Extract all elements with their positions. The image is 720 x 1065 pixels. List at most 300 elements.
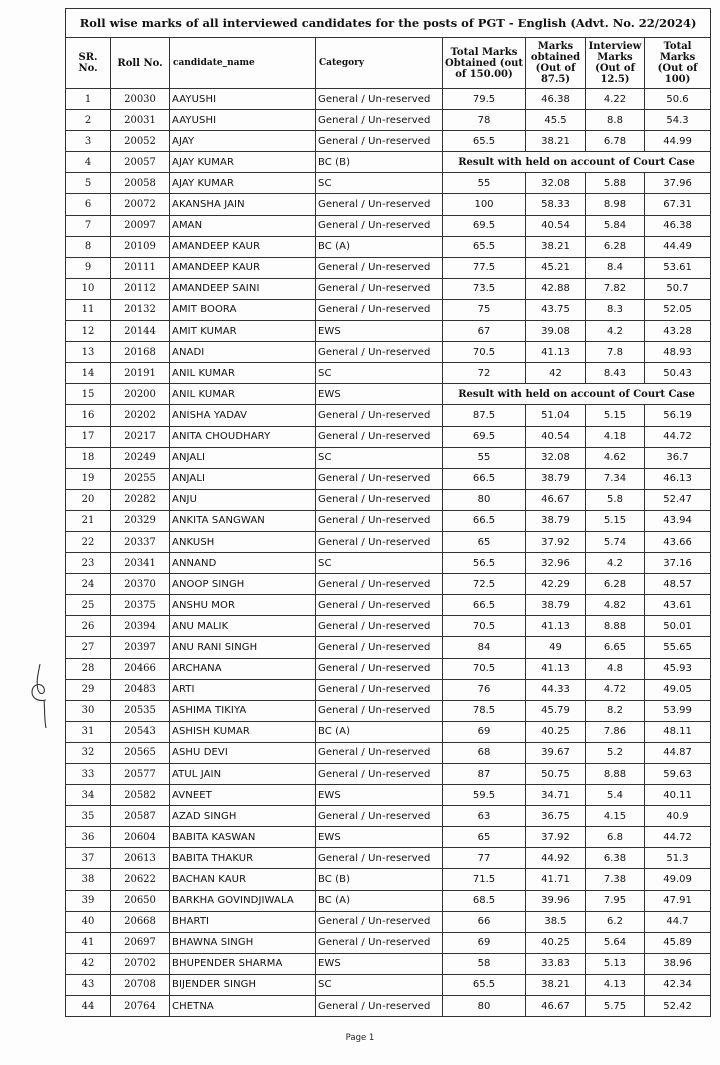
cell-sr-no: 24: [66, 574, 111, 595]
page-number: Page 1: [345, 1033, 375, 1043]
cell-marks-obtained: 42: [526, 363, 586, 384]
cell-roll-no: 20109: [111, 236, 170, 257]
cell-interview-marks: 7.38: [586, 869, 645, 890]
cell-interview-marks: 6.8: [586, 827, 645, 848]
cell-roll-no: 20394: [111, 616, 170, 637]
table-row: [66, 131, 711, 152]
cell-candidate-name: ANISHA YADAV: [170, 405, 316, 426]
cell-total-marks: 52.47: [645, 489, 711, 510]
cell-candidate-name: ASHISH KUMAR: [170, 721, 316, 742]
cell-total-marks: 53.61: [645, 257, 711, 278]
table-row: [66, 806, 711, 827]
cell-total-marks-obtained: 71.5: [443, 869, 526, 890]
cell-candidate-name: BARKHA GOVINDJIWALA: [170, 890, 316, 911]
cell-category: General / Un-reserved: [316, 405, 443, 426]
cell-roll-no: 20708: [111, 974, 170, 995]
cell-total-marks-obtained: 70.5: [443, 616, 526, 637]
cell-marks-obtained: 38.21: [526, 974, 586, 995]
cell-sr-no: 4: [66, 152, 111, 173]
cell-candidate-name: AZAD SINGH: [170, 806, 316, 827]
table-row: [66, 574, 711, 595]
cell-total-marks-obtained: 59.5: [443, 785, 526, 806]
cell-candidate-name: BHAWNA SINGH: [170, 932, 316, 953]
cell-roll-no: 20144: [111, 321, 170, 342]
cell-roll-no: 20097: [111, 215, 170, 236]
cell-marks-obtained: 42.88: [526, 278, 586, 299]
cell-category: EWS: [316, 785, 443, 806]
cell-interview-marks: 8.2: [586, 700, 645, 721]
table-row: [66, 616, 711, 637]
cell-sr-no: 35: [66, 806, 111, 827]
cell-sr-no: 17: [66, 426, 111, 447]
cell-category: General / Un-reserved: [316, 932, 443, 953]
cell-category: General / Un-reserved: [316, 342, 443, 363]
cell-total-marks-obtained: 78: [443, 110, 526, 131]
cell-candidate-name: ASHIMA TIKIYA: [170, 700, 316, 721]
cell-marks-obtained: 38.21: [526, 236, 586, 257]
cell-candidate-name: CHETNA: [170, 996, 316, 1017]
cell-roll-no: 20604: [111, 827, 170, 848]
cell-candidate-name: BABITA THAKUR: [170, 848, 316, 869]
cell-total-marks: 43.28: [645, 321, 711, 342]
cell-total-marks-obtained: 65: [443, 531, 526, 552]
cell-category: General / Un-reserved: [316, 616, 443, 637]
cell-roll-no: 20052: [111, 131, 170, 152]
cell-candidate-name: AMANDEEP KAUR: [170, 236, 316, 257]
cell-roll-no: 20337: [111, 531, 170, 552]
cell-candidate-name: BHARTI: [170, 911, 316, 932]
cell-category: SC: [316, 173, 443, 194]
cell-total-marks: 37.96: [645, 173, 711, 194]
table-row: [66, 848, 711, 869]
cell-sr-no: 11: [66, 299, 111, 320]
cell-total-marks: 50.7: [645, 278, 711, 299]
cell-marks-obtained: 50.75: [526, 764, 586, 785]
cell-interview-marks: 4.8: [586, 658, 645, 679]
cell-interview-marks: 4.82: [586, 595, 645, 616]
cell-interview-marks: 4.15: [586, 806, 645, 827]
cell-interview-marks: 5.15: [586, 405, 645, 426]
table-row: [66, 932, 711, 953]
cell-interview-marks: 7.34: [586, 468, 645, 489]
table-row: [66, 321, 711, 342]
cell-total-marks: 50.43: [645, 363, 711, 384]
table-row: [66, 384, 711, 405]
cell-marks-obtained: 36.75: [526, 806, 586, 827]
cell-roll-no: 20466: [111, 658, 170, 679]
cell-sr-no: 32: [66, 742, 111, 763]
cell-total-marks-obtained: 87.5: [443, 405, 526, 426]
cell-total-marks-obtained: 77.5: [443, 257, 526, 278]
header-row: [66, 38, 711, 89]
cell-sr-no: 18: [66, 447, 111, 468]
cell-candidate-name: AJAY KUMAR: [170, 152, 316, 173]
table-row: [66, 405, 711, 426]
cell-category: General / Un-reserved: [316, 679, 443, 700]
cell-sr-no: 40: [66, 911, 111, 932]
cell-interview-marks: 6.78: [586, 131, 645, 152]
cell-total-marks-obtained: 67: [443, 321, 526, 342]
cell-candidate-name: ANOOP SINGH: [170, 574, 316, 595]
cell-category: SC: [316, 447, 443, 468]
cell-total-marks-obtained: 65.5: [443, 974, 526, 995]
cell-marks-obtained: 39.67: [526, 742, 586, 763]
cell-total-marks-obtained: 55: [443, 447, 526, 468]
cell-marks-obtained: 39.96: [526, 890, 586, 911]
cell-sr-no: 22: [66, 531, 111, 552]
cell-category: General / Un-reserved: [316, 110, 443, 131]
cell-category: General / Un-reserved: [316, 278, 443, 299]
cell-total-marks: 37.16: [645, 553, 711, 574]
cell-sr-no: 39: [66, 890, 111, 911]
cell-total-marks-obtained: 72.5: [443, 574, 526, 595]
cell-candidate-name: AKANSHA JAIN: [170, 194, 316, 215]
table-row: [66, 468, 711, 489]
cell-sr-no: 38: [66, 869, 111, 890]
cell-marks-obtained: 32.96: [526, 553, 586, 574]
cell-roll-no: 20058: [111, 173, 170, 194]
cell-interview-marks: 4.2: [586, 553, 645, 574]
cell-sr-no: 10: [66, 278, 111, 299]
cell-total-marks: 43.61: [645, 595, 711, 616]
cell-candidate-name: ANADI: [170, 342, 316, 363]
table-row: [66, 869, 711, 890]
cell-marks-obtained: 43.75: [526, 299, 586, 320]
cell-category: EWS: [316, 384, 443, 405]
cell-interview-marks: 5.64: [586, 932, 645, 953]
cell-candidate-name: ANKUSH: [170, 531, 316, 552]
cell-sr-no: 28: [66, 658, 111, 679]
cell-candidate-name: AJAY: [170, 131, 316, 152]
header-total-marks: Total Marks (Out of 100): [645, 38, 711, 89]
cell-category: General / Un-reserved: [316, 489, 443, 510]
cell-marks-obtained: 38.21: [526, 131, 586, 152]
table-row: [66, 700, 711, 721]
cell-total-marks: 54.3: [645, 110, 711, 131]
cell-roll-no: 20582: [111, 785, 170, 806]
cell-total-marks-obtained: 66.5: [443, 510, 526, 531]
cell-marks-obtained: 40.54: [526, 426, 586, 447]
cell-roll-no: 20132: [111, 299, 170, 320]
cell-result-withheld: Result with held on account of Court Case: [443, 152, 711, 173]
cell-interview-marks: 8.8: [586, 110, 645, 131]
table-row: [66, 110, 711, 131]
cell-interview-marks: 8.3: [586, 299, 645, 320]
cell-sr-no: 5: [66, 173, 111, 194]
cell-roll-no: 20565: [111, 742, 170, 763]
cell-candidate-name: ANU MALIK: [170, 616, 316, 637]
table-row: [66, 342, 711, 363]
table-row: [66, 785, 711, 806]
cell-category: General / Un-reserved: [316, 426, 443, 447]
table-row: [66, 299, 711, 320]
cell-marks-obtained: 33.83: [526, 953, 586, 974]
header-marks-obtained: Marks obtained (Out of 87.5): [526, 38, 586, 89]
table-row: [66, 721, 711, 742]
cell-roll-no: 20397: [111, 637, 170, 658]
cell-interview-marks: 8.98: [586, 194, 645, 215]
cell-roll-no: 20702: [111, 953, 170, 974]
cell-candidate-name: ANJALI: [170, 468, 316, 489]
cell-total-marks: 48.93: [645, 342, 711, 363]
cell-interview-marks: 5.88: [586, 173, 645, 194]
cell-roll-no: 20483: [111, 679, 170, 700]
cell-marks-obtained: 49: [526, 637, 586, 658]
cell-category: General / Un-reserved: [316, 468, 443, 489]
cell-total-marks: 38.96: [645, 953, 711, 974]
cell-roll-no: 20057: [111, 152, 170, 173]
cell-total-marks: 53.99: [645, 700, 711, 721]
cell-roll-no: 20282: [111, 489, 170, 510]
cell-roll-no: 20249: [111, 447, 170, 468]
cell-roll-no: 20577: [111, 764, 170, 785]
cell-marks-obtained: 42.29: [526, 574, 586, 595]
cell-roll-no: 20031: [111, 110, 170, 131]
cell-candidate-name: ANU RANI SINGH: [170, 637, 316, 658]
header-interview-marks: Interview Marks (Out of 12.5): [586, 38, 645, 89]
cell-marks-obtained: 45.5: [526, 110, 586, 131]
cell-total-marks-obtained: 65.5: [443, 236, 526, 257]
cell-total-marks-obtained: 58: [443, 953, 526, 974]
cell-candidate-name: ANIL KUMAR: [170, 363, 316, 384]
header-roll-no: Roll No.: [111, 38, 170, 89]
cell-interview-marks: 6.28: [586, 236, 645, 257]
cell-sr-no: 43: [66, 974, 111, 995]
cell-total-marks-obtained: 77: [443, 848, 526, 869]
cell-category: General / Un-reserved: [316, 637, 443, 658]
cell-marks-obtained: 37.92: [526, 827, 586, 848]
cell-interview-marks: 4.62: [586, 447, 645, 468]
table-row: [66, 447, 711, 468]
cell-category: BC (A): [316, 236, 443, 257]
cell-roll-no: 20613: [111, 848, 170, 869]
cell-category: General / Un-reserved: [316, 194, 443, 215]
cell-interview-marks: 7.82: [586, 278, 645, 299]
cell-category: General / Un-reserved: [316, 131, 443, 152]
cell-interview-marks: 6.38: [586, 848, 645, 869]
table-row: [66, 194, 711, 215]
cell-total-marks: 44.99: [645, 131, 711, 152]
cell-category: General / Un-reserved: [316, 764, 443, 785]
cell-candidate-name: ARCHANA: [170, 658, 316, 679]
cell-total-marks: 44.72: [645, 827, 711, 848]
cell-roll-no: 20668: [111, 911, 170, 932]
cell-roll-no: 20375: [111, 595, 170, 616]
cell-sr-no: 33: [66, 764, 111, 785]
cell-category: General / Un-reserved: [316, 996, 443, 1017]
table-row: [66, 236, 711, 257]
cell-category: General / Un-reserved: [316, 848, 443, 869]
table-row: [66, 827, 711, 848]
cell-category: General / Un-reserved: [316, 700, 443, 721]
cell-total-marks: 40.9: [645, 806, 711, 827]
cell-candidate-name: AMANDEEP KAUR: [170, 257, 316, 278]
cell-total-marks: 67.31: [645, 194, 711, 215]
cell-total-marks: 48.11: [645, 721, 711, 742]
cell-sr-no: 20: [66, 489, 111, 510]
header-total-marks-obtained: Total Marks Obtained (out of 150.00): [443, 38, 526, 89]
cell-total-marks-obtained: 66.5: [443, 468, 526, 489]
cell-roll-no: 20341: [111, 553, 170, 574]
table-row: [66, 278, 711, 299]
cell-total-marks: 49.09: [645, 869, 711, 890]
cell-total-marks: 40.11: [645, 785, 711, 806]
cell-sr-no: 29: [66, 679, 111, 700]
cell-interview-marks: 6.28: [586, 574, 645, 595]
table-row: [66, 553, 711, 574]
cell-category: General / Un-reserved: [316, 595, 443, 616]
cell-total-marks-obtained: 65.5: [443, 131, 526, 152]
marks-table: [65, 8, 711, 1017]
cell-marks-obtained: 41.13: [526, 658, 586, 679]
cell-category: General / Un-reserved: [316, 89, 443, 110]
cell-interview-marks: 8.4: [586, 257, 645, 278]
cell-total-marks-obtained: 69: [443, 721, 526, 742]
cell-total-marks: 45.93: [645, 658, 711, 679]
cell-marks-obtained: 44.33: [526, 679, 586, 700]
table-row: [66, 890, 711, 911]
cell-candidate-name: AAYUSHI: [170, 89, 316, 110]
cell-sr-no: 21: [66, 510, 111, 531]
cell-candidate-name: ANNAND: [170, 553, 316, 574]
cell-total-marks: 44.7: [645, 911, 711, 932]
cell-roll-no: 20764: [111, 996, 170, 1017]
table-row: [66, 531, 711, 552]
cell-roll-no: 20112: [111, 278, 170, 299]
cell-interview-marks: 5.4: [586, 785, 645, 806]
cell-sr-no: 31: [66, 721, 111, 742]
cell-marks-obtained: 40.54: [526, 215, 586, 236]
cell-total-marks-obtained: 80: [443, 996, 526, 1017]
cell-sr-no: 7: [66, 215, 111, 236]
cell-sr-no: 41: [66, 932, 111, 953]
cell-category: EWS: [316, 827, 443, 848]
cell-candidate-name: BHUPENDER SHARMA: [170, 953, 316, 974]
cell-roll-no: 20168: [111, 342, 170, 363]
cell-category: SC: [316, 553, 443, 574]
cell-sr-no: 44: [66, 996, 111, 1017]
cell-sr-no: 8: [66, 236, 111, 257]
cell-category: General / Un-reserved: [316, 742, 443, 763]
cell-total-marks-obtained: 84: [443, 637, 526, 658]
cell-total-marks: 44.87: [645, 742, 711, 763]
cell-marks-obtained: 37.92: [526, 531, 586, 552]
table-row: [66, 215, 711, 236]
cell-candidate-name: BIJENDER SINGH: [170, 974, 316, 995]
cell-candidate-name: ARTI: [170, 679, 316, 700]
cell-total-marks: 51.3: [645, 848, 711, 869]
cell-interview-marks: 8.88: [586, 764, 645, 785]
table-row: [66, 426, 711, 447]
cell-marks-obtained: 44.92: [526, 848, 586, 869]
cell-total-marks: 52.05: [645, 299, 711, 320]
cell-candidate-name: AMIT BOORA: [170, 299, 316, 320]
cell-total-marks: 56.19: [645, 405, 711, 426]
table-row: [66, 257, 711, 278]
cell-total-marks-obtained: 72: [443, 363, 526, 384]
cell-total-marks-obtained: 68.5: [443, 890, 526, 911]
cell-category: BC (A): [316, 890, 443, 911]
cell-marks-obtained: 40.25: [526, 721, 586, 742]
cell-sr-no: 27: [66, 637, 111, 658]
table-row: [66, 489, 711, 510]
cell-total-marks: 55.65: [645, 637, 711, 658]
cell-marks-obtained: 34.71: [526, 785, 586, 806]
cell-roll-no: 20072: [111, 194, 170, 215]
cell-roll-no: 20535: [111, 700, 170, 721]
cell-category: General / Un-reserved: [316, 531, 443, 552]
cell-sr-no: 12: [66, 321, 111, 342]
cell-interview-marks: 5.15: [586, 510, 645, 531]
cell-total-marks: 44.49: [645, 236, 711, 257]
cell-candidate-name: ANJU: [170, 489, 316, 510]
cell-sr-no: 6: [66, 194, 111, 215]
table-title: Roll wise marks of all interviewed candidates for the posts of PGT - English (Advt. No. 22/2024): [66, 9, 711, 38]
cell-total-marks-obtained: 65: [443, 827, 526, 848]
cell-total-marks: 46.38: [645, 215, 711, 236]
table-row: [66, 658, 711, 679]
table-row: [66, 89, 711, 110]
cell-candidate-name: ANKITA SANGWAN: [170, 510, 316, 531]
cell-total-marks-obtained: 79.5: [443, 89, 526, 110]
cell-category: General / Un-reserved: [316, 658, 443, 679]
cell-category: General / Un-reserved: [316, 257, 443, 278]
cell-interview-marks: 7.8: [586, 342, 645, 363]
cell-interview-marks: 8.88: [586, 616, 645, 637]
cell-candidate-name: AMANDEEP SAINI: [170, 278, 316, 299]
cell-category: General / Un-reserved: [316, 215, 443, 236]
header-sr-no: SR. No.: [66, 38, 111, 89]
cell-total-marks-obtained: 70.5: [443, 658, 526, 679]
cell-sr-no: 34: [66, 785, 111, 806]
cell-marks-obtained: 41.13: [526, 342, 586, 363]
cell-candidate-name: AJAY KUMAR: [170, 173, 316, 194]
cell-category: General / Un-reserved: [316, 299, 443, 320]
cell-marks-obtained: 41.13: [526, 616, 586, 637]
cell-total-marks: 49.05: [645, 679, 711, 700]
cell-candidate-name: ANJALI: [170, 447, 316, 468]
table-row: [66, 637, 711, 658]
cell-sr-no: 2: [66, 110, 111, 131]
table-row: [66, 679, 711, 700]
cell-candidate-name: ANSHU MOR: [170, 595, 316, 616]
cell-sr-no: 9: [66, 257, 111, 278]
table-row: [66, 974, 711, 995]
cell-sr-no: 37: [66, 848, 111, 869]
cell-marks-obtained: 32.08: [526, 447, 586, 468]
cell-interview-marks: 8.43: [586, 363, 645, 384]
cell-total-marks-obtained: 66: [443, 911, 526, 932]
table-row: [66, 173, 711, 194]
cell-roll-no: 20697: [111, 932, 170, 953]
cell-interview-marks: 5.8: [586, 489, 645, 510]
cell-marks-obtained: 58.33: [526, 194, 586, 215]
cell-interview-marks: 5.13: [586, 953, 645, 974]
cell-total-marks: 59.63: [645, 764, 711, 785]
cell-interview-marks: 4.2: [586, 321, 645, 342]
table-row: [66, 510, 711, 531]
cell-sr-no: 36: [66, 827, 111, 848]
cell-total-marks: 47.91: [645, 890, 711, 911]
cell-marks-obtained: 38.79: [526, 468, 586, 489]
header-candidate-name: candidate_name: [170, 38, 316, 89]
cell-total-marks-obtained: 66.5: [443, 595, 526, 616]
cell-sr-no: 25: [66, 595, 111, 616]
cell-sr-no: 15: [66, 384, 111, 405]
cell-total-marks-obtained: 73.5: [443, 278, 526, 299]
cell-marks-obtained: 39.08: [526, 321, 586, 342]
cell-interview-marks: 4.13: [586, 974, 645, 995]
